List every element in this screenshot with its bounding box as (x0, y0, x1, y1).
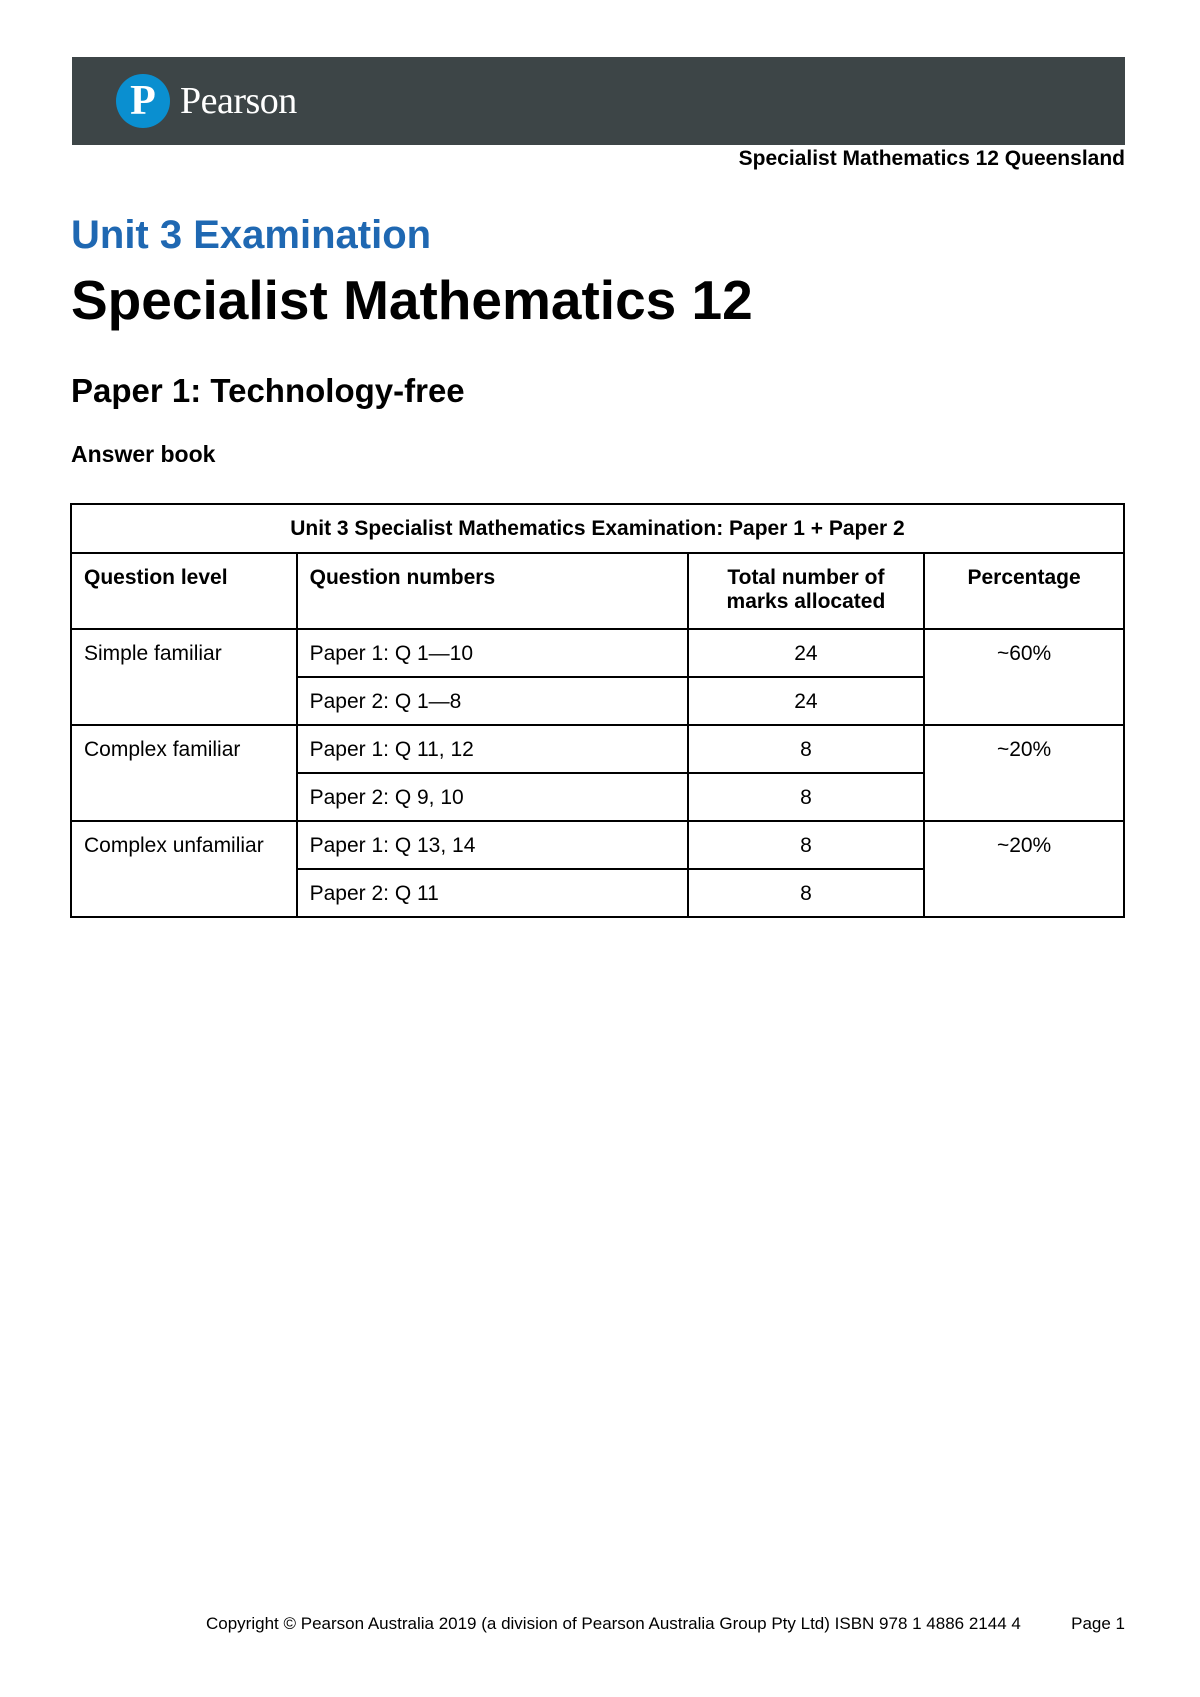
table-caption-row (71, 504, 1124, 553)
marks-cell: 24 (688, 677, 925, 725)
header-question-numbers: Question numbers (297, 553, 688, 629)
table-row (71, 629, 1124, 677)
level-cell: Complex familiar (71, 725, 297, 821)
table-row (71, 725, 1124, 773)
marks-cell: 8 (688, 821, 925, 869)
pearson-logo-wordmark: Pearson (180, 80, 297, 122)
marks-cell: 24 (688, 629, 925, 677)
paper-title: Paper 1: Technology-free (71, 372, 465, 409)
pearson-logo-icon: P (116, 74, 170, 128)
questions-cell: Paper 2: Q 1—8 (297, 677, 688, 725)
table-header-row (71, 553, 1124, 629)
pearson-logo (116, 71, 297, 131)
marks-cell: 8 (688, 725, 925, 773)
questions-cell: Paper 2: Q 9, 10 (297, 773, 688, 821)
page-title: Specialist Mathematics 12 (71, 269, 753, 331)
percentage-cell: ~60% (924, 629, 1124, 725)
marks-allocation-table (70, 503, 1125, 918)
questions-cell: Paper 2: Q 11 (297, 869, 688, 917)
marks-cell: 8 (688, 869, 925, 917)
header-total-marks (688, 553, 925, 629)
header-question-level: Question level (71, 553, 297, 629)
answer-book-label: Answer book (71, 441, 216, 467)
percentage-cell: ~20% (924, 821, 1124, 917)
percentage-cell: ~20% (924, 725, 1124, 821)
table-row (71, 821, 1124, 869)
pearson-banner (72, 57, 1125, 145)
header-percentage: Percentage (924, 553, 1124, 629)
unit-title: Unit 3 Examination (71, 213, 432, 257)
level-cell: Simple familiar (71, 629, 297, 725)
copyright-notice: Copyright © Pearson Australia 2019 (a division of Pearson Australia Group Pty Ltd) ISBN 978 1 4886 2144 4 (206, 1614, 1021, 1633)
questions-cell: Paper 1: Q 11, 12 (297, 725, 688, 773)
header-total-marks-text: Total number of marks allocated (726, 566, 886, 613)
page-number: Page 1 (1071, 1614, 1125, 1633)
level-cell: Complex unfamiliar (71, 821, 297, 917)
marks-cell: 8 (688, 773, 925, 821)
table-caption: Unit 3 Specialist Mathematics Examination: Paper 1 + Paper 2 (71, 504, 1124, 553)
questions-cell: Paper 1: Q 13, 14 (297, 821, 688, 869)
course-header: Specialist Mathematics 12 Queensland (738, 147, 1125, 170)
questions-cell: Paper 1: Q 1—10 (297, 629, 688, 677)
